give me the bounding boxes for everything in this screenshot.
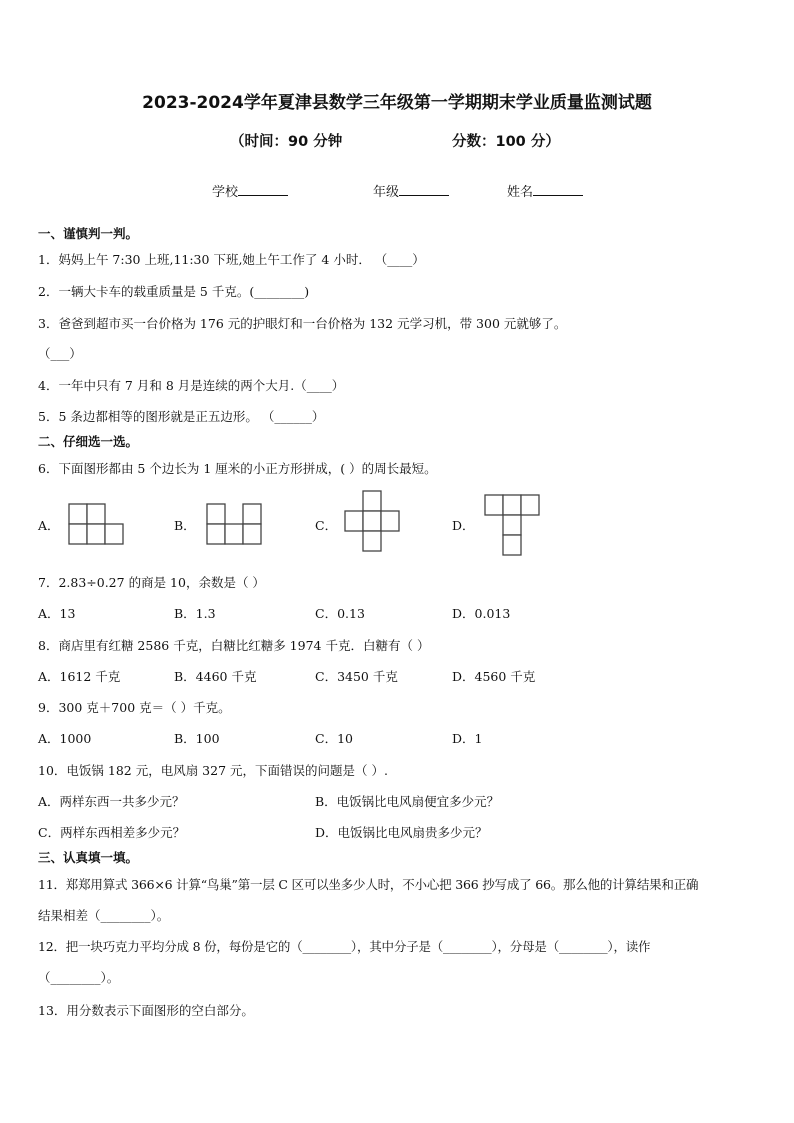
question-1: 1．妈妈上午 7:30 上班,11:30 下班,她上午工作了 4 小时． （____） [38, 252, 425, 267]
question-13: 13．用分数表示下面图形的空白部分。 [38, 1003, 254, 1018]
q7-option-b: B．1.3 [174, 606, 216, 621]
question-9: 9．300 克＋700 克＝（ ）千克。 [38, 700, 231, 715]
question-8: 8．商店里有红糖 2586 千克，白糖比红糖多 1974 千克．白糖有（ ） [38, 638, 430, 653]
question-3-blank: （___） [38, 346, 82, 361]
grade-blank[interactable] [399, 183, 449, 196]
q8-option-a: A．1612 千克 [38, 669, 121, 684]
page-title: 2023-2024学年夏津县数学三年级第一学期期末学业质量监测试题 [142, 93, 652, 113]
question-11-cont: 结果相差（________）。 [38, 908, 170, 923]
question-6: 6．下面图形都由 5 个边长为 1 厘米的小正方形拼成，( ）的周长最短。 [38, 461, 437, 476]
q10-option-b: B．电饭锅比电风扇便宜多少元？ [315, 794, 500, 809]
q6-option-c-label: C． [315, 518, 338, 533]
school-blank[interactable] [238, 183, 288, 196]
q6-figure-a [68, 503, 128, 552]
question-3: 3．爸爸到超市买一台价格为 176 元的护眼灯和一台价格为 132 元学习机，带 300 元就够了。 [38, 316, 567, 331]
grade-field[interactable] [373, 181, 449, 200]
q8-option-d: D．4560 千克 [452, 669, 536, 684]
question-5: 5．5 条边都相等的图形就是正五边形。 （______） [38, 409, 325, 424]
q6-option-d-label: D． [452, 518, 475, 533]
q9-option-c: C．10 [315, 731, 353, 746]
q6-figure-c [344, 490, 404, 556]
q10-option-c: C．两样东西相差多少元？ [38, 825, 186, 840]
school-field[interactable] [212, 181, 288, 200]
q10-option-d: D．电饭锅比电风扇贵多少元？ [315, 825, 488, 840]
name-label: 姓名 [507, 185, 534, 200]
section-3-heading: 三、认真填一填。 [38, 850, 139, 865]
q6-option-b-label: B． [174, 518, 196, 533]
section-2-heading: 二、仔细选一选。 [38, 434, 139, 449]
q9-option-a: A．1000 [38, 731, 92, 746]
q6-figure-d [484, 494, 544, 560]
question-2: 2．一辆大卡车的载重质量是 5 千克。(________) [38, 284, 310, 299]
exam-time: （时间：90 分钟 [230, 134, 343, 150]
name-field[interactable] [507, 181, 583, 200]
q8-option-b: B．4460 千克 [174, 669, 257, 684]
question-7: 7．2.83÷0.27 的商是 10，余数是（ ） [38, 575, 265, 590]
q6-figure-b [206, 503, 266, 552]
name-blank[interactable] [533, 183, 583, 196]
question-12: 12．把一块巧克力平均分成 8 份，每份是它的（________），其中分子是（________），分母是（________），读作 [38, 939, 651, 954]
q9-option-d: D．1 [452, 731, 483, 746]
q7-option-a: A．13 [38, 606, 76, 621]
school-label: 学校 [212, 185, 239, 200]
question-12-cont: （________）。 [38, 970, 120, 985]
question-10: 10．电饭锅 182 元，电风扇 327 元，下面错误的问题是（ ）. [38, 763, 388, 778]
grade-label: 年级 [373, 185, 400, 200]
q7-option-d: D．0.013 [452, 606, 511, 621]
q9-option-b: B．100 [174, 731, 220, 746]
q6-option-a-label: A． [38, 518, 60, 533]
section-1-heading: 一、谨慎判一判。 [38, 226, 139, 241]
q7-option-c: C．0.13 [315, 606, 365, 621]
q8-option-c: C．3450 千克 [315, 669, 398, 684]
q10-option-a: A．两样东西一共多少元？ [38, 794, 185, 809]
exam-score: 分数：100 分） [452, 134, 560, 150]
question-11: 11．郑郑用算式 366×6 计算“鸟巢”第一层 C 区可以坐多少人时，不小心把 366 抄写成了 66。那么他的计算结果和正确 [38, 877, 699, 892]
question-4: 4．一年中只有 7 月和 8 月是连续的两个大月.（____） [38, 378, 345, 393]
